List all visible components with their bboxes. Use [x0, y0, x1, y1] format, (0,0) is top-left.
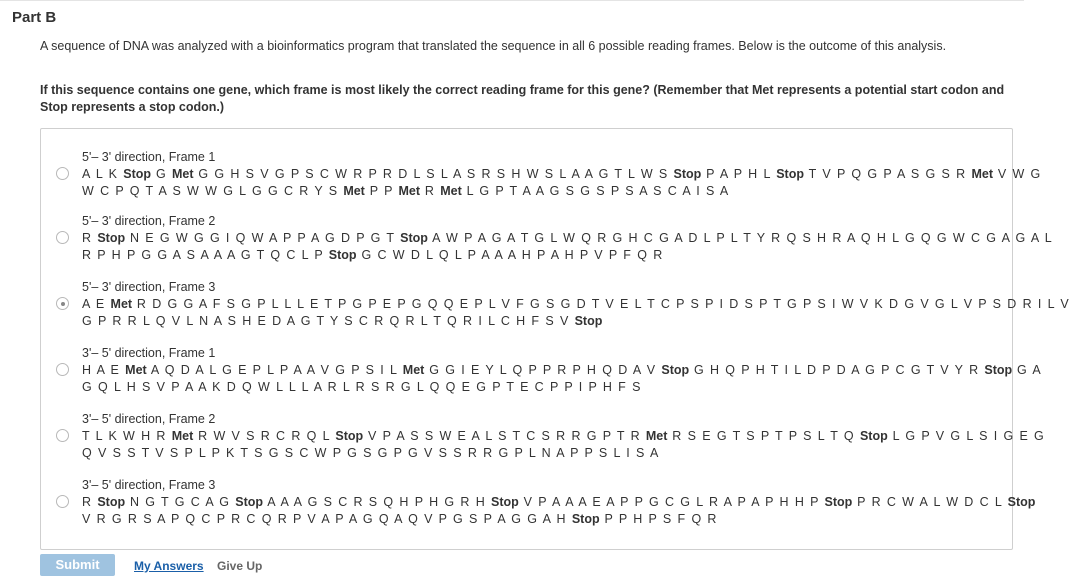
option-label: 3'– 5' direction, Frame 3 — [82, 478, 216, 492]
option-5-3-frame-2[interactable] — [41, 214, 1054, 274]
sequence-line-1: A L K Stop G Met G G H S V G P S C W R P R D L S L A S R S H W S L A A G T L W S Stop P A P H L Stop T V P Q G P A S G S R Met V W G — [82, 167, 1042, 181]
sequence-line-2: W C P Q T A S W W G L G G C R Y S Met P P Met R Met L G P T A A G S G S P S A S C A I S A — [82, 184, 730, 198]
radio-button[interactable] — [56, 495, 69, 508]
stop-codon: Stop — [673, 167, 702, 181]
met-codon: Met — [343, 184, 365, 198]
option-3-5-frame-2[interactable] — [41, 412, 1046, 472]
met-codon: Met — [402, 363, 425, 377]
part-title: Part B — [12, 9, 57, 26]
option-label: 3'– 5' direction, Frame 1 — [82, 346, 216, 360]
stop-codon: Stop — [824, 495, 853, 509]
met-codon: Met — [171, 167, 194, 181]
stop-codon: Stop — [574, 314, 603, 328]
stop-codon: Stop — [328, 248, 357, 262]
stop-codon: Stop — [1007, 495, 1036, 509]
sequence-line-2: Q V S S T V S P L P K T S G S C W P G S G P G V S S R R G P L N A P P S L I S A — [82, 446, 660, 460]
give-up-link[interactable]: Give Up — [217, 559, 263, 573]
option-label: 3'– 5' direction, Frame 2 — [82, 412, 216, 426]
radio-button[interactable] — [56, 167, 69, 180]
sequence-line-1: R Stop N G T G C A G Stop A A A G S C R S Q H P H G R H Stop V P A A A E A P P G C G L R A P A P H H P Stop P R C W A L W D C L Stop — [82, 495, 1036, 509]
sequence-line-1: A E Met R D G G A F S G P L L L E T P G P E P G Q Q E P L V F G S G D T V E L T C P S P I D S P T G P S I W V K D G V G L V P S D R I L V — [82, 297, 1070, 311]
submit-button[interactable]: Submit — [40, 554, 115, 576]
sequence-line-2: G P R R L Q V L N A S H E D A G T Y S C R Q R L T Q R I L C H F S V Stop — [82, 314, 603, 328]
met-codon: Met — [645, 429, 668, 443]
sequence-line-1: T L K W H R Met R W V S R C R Q L Stop V P A S S W E A L S T C S R R G P T R Met R S E G T S P T P S L T Q Stop L G P V G L S I G E G — [82, 429, 1046, 443]
stop-codon: Stop — [859, 429, 888, 443]
option-5-3-frame-3[interactable] — [41, 280, 1070, 340]
stop-codon: Stop — [97, 231, 126, 245]
sequence-line-1: R Stop N E G W G G I Q W A P P A G D P G T Stop A W P A G A T G L W Q R G H C G A D L P L T Y R Q S H R A Q H L G Q G W C G A G A L — [82, 231, 1054, 245]
radio-button[interactable] — [56, 363, 69, 376]
met-codon: Met — [440, 184, 462, 198]
stop-codon: Stop — [571, 512, 600, 526]
stop-codon: Stop — [661, 363, 690, 377]
met-codon: Met — [125, 363, 147, 377]
stop-codon: Stop — [235, 495, 264, 509]
met-codon: Met — [971, 167, 993, 181]
stop-codon: Stop — [984, 363, 1013, 377]
stop-codon: Stop — [776, 167, 804, 181]
option-3-5-frame-3[interactable] — [41, 478, 1036, 538]
met-codon: Met — [398, 184, 421, 198]
radio-button[interactable] — [56, 231, 69, 244]
option-label: 5'– 3' direction, Frame 3 — [82, 280, 216, 294]
stop-codon: Stop — [97, 495, 126, 509]
my-answers-link[interactable]: My Answers — [134, 559, 204, 573]
radio-button[interactable] — [56, 297, 69, 310]
problem-question: If this sequence contains one gene, which frame is most likely the correct reading frame for this gene? (Remember that Met represents a potential start codon and Stop represents a stop codon.) — [40, 83, 1005, 114]
option-label: 5'– 3' direction, Frame 2 — [82, 214, 216, 228]
top-divider — [0, 0, 1024, 1]
option-3-5-frame-1[interactable] — [41, 346, 1043, 406]
option-label: 5'– 3' direction, Frame 1 — [82, 150, 216, 164]
stop-codon: Stop — [491, 495, 519, 509]
sequence-line-1: H A E Met A Q D A L G E P L P A A V G P S I L Met G G I E Y L Q P P R P H Q D A V Stop G H Q P H T I L D P D A G P C G T V Y R Stop G A — [82, 363, 1043, 377]
answer-options — [40, 128, 1070, 550]
option-5-3-frame-1[interactable] — [41, 150, 1042, 210]
stop-codon: Stop — [400, 231, 428, 245]
problem-prompt: A sequence of DNA was analyzed with a bioinformatics program that translated the sequence in all 6 possible reading frames. Below is the outcome of this analysis. — [40, 39, 947, 53]
radio-button[interactable] — [56, 429, 69, 442]
sequence-line-2: V R G R S A P Q C P R C Q R P V A P A G Q A Q V P G S P A G G A H Stop P P H P S F Q R — [82, 512, 718, 526]
met-codon: Met — [110, 297, 133, 311]
sequence-line-2: R P H P G G A S A A A G T Q C L P Stop G C W D L Q L P A A A H P A H P V P F Q R — [82, 248, 664, 262]
sequence-line-2: G Q L H S V P A A K D Q W L L L A R L R S R G L Q Q E G P T E C P P I P H F S — [82, 380, 642, 394]
stop-codon: Stop — [335, 429, 364, 443]
stop-codon: Stop — [123, 167, 152, 181]
met-codon: Met — [171, 429, 194, 443]
